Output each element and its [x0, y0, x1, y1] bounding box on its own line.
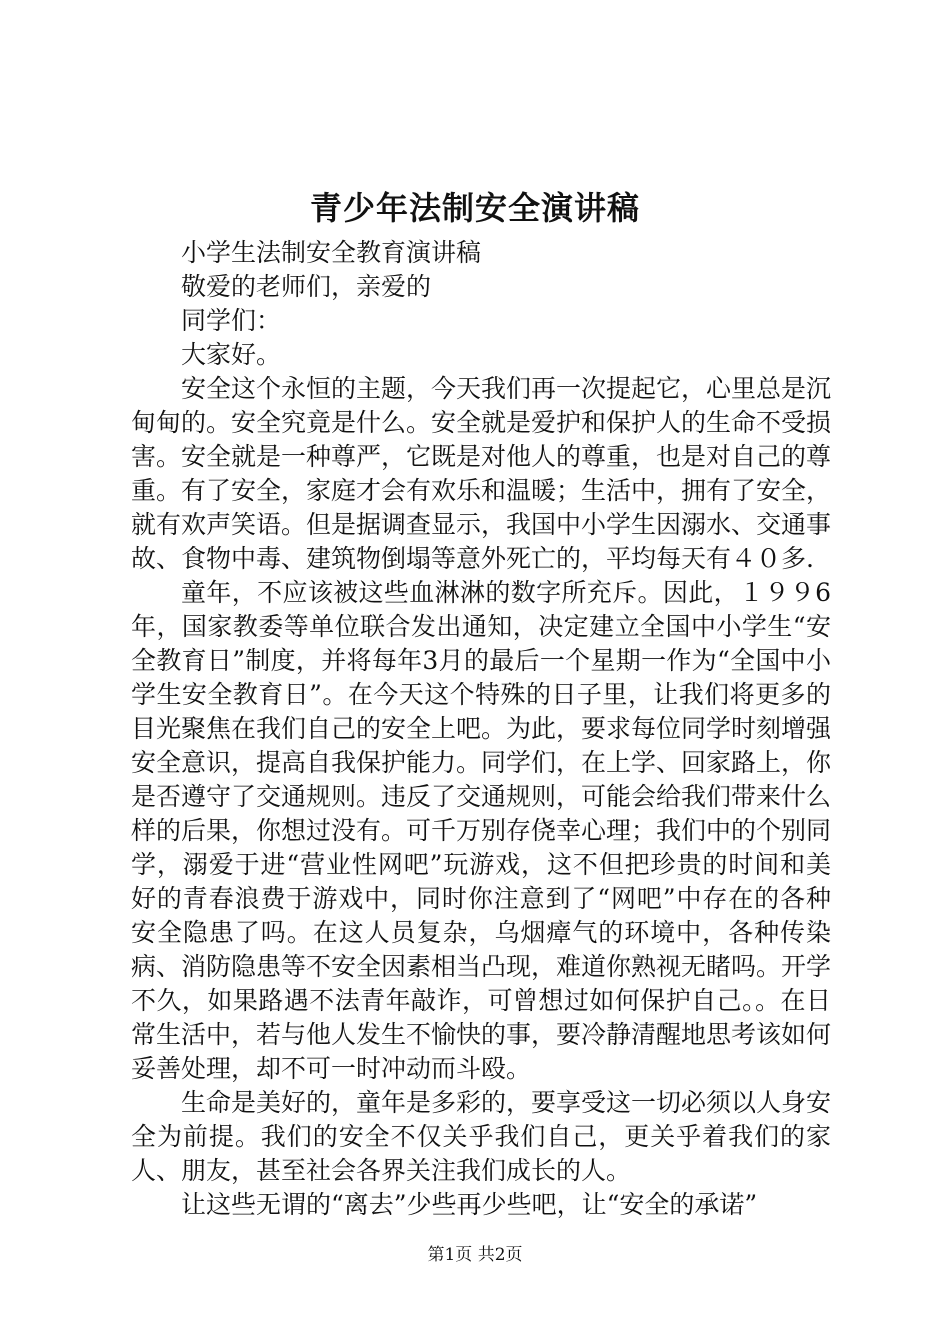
document-title: 青少年法制安全演讲稿 [309, 189, 640, 227]
page-number: 第1页 共2页 [427, 1245, 523, 1265]
paragraph-subtitle: 小学生法制安全教育演讲稿 [181, 238, 482, 267]
document-body [131, 236, 831, 1222]
paragraph-body-2: 童年，不应该被这些血淋淋的数字所充斥。因此，１９９6年，国家教委等单位联合发出通知，决定建立全国中小学生“安全教育日”制度，并将每年3月的最后一个星期一作为“全国中小学生安全教育日”。在今天这个特殊的日子里，让我们将更多的目光聚焦在我们自己的安全上吧。为此，要求每位同学时刻增强安全意识，提高自我保护能力。同学们，在上学、回家路上，你是否遵守了交通规则。违反了交通规则，可能会给我们带来什么样的后果，你想过没有。可千万别存侥幸心理；我们中的个别同学，溺爱于进“营业性网吧”玩游戏，这不但把珍贵的时间和美好的青春浪费于游戏中，同时你注意到了“网吧”中存在的各种安全隐患了吗。在这人员复杂，乌烟瘴气的环境中，各种传染病、消防隐患等不安全因素相当凸现，难道你熟视无睹吗。开学不久，如果路遇不法青年敲诈，可曾想过如何保护自己。。在日常生活中，若与他人发生不愉快的事，要冷静清醒地思考该如何妥善处理，却不可一时冲动而斗殴。 [131, 578, 832, 1083]
paragraph-body-1: 安全这个永恒的主题，今天我们再一次提起它，心里总是沉甸甸的。安全究竟是什么。安全就是爱护和保护人的生命不受损害。安全就是一种尊严，它既是对他人的尊重，也是对自己的尊重。有了安全，家庭才会有欢乐和温暖；生活中，拥有了安全，就有欢声笑语。但是据调查显示，我国中小学生因溺水、交通事故、食物中毒、建筑物倒塌等意外死亡的，平均每天有４０多. [131, 374, 832, 573]
paragraph-greeting-2: 同学们： [181, 306, 282, 335]
paragraph-body-3: 生命是美好的，童年是多彩的，要享受这一切必须以人身安全为前提。我们的安全不仅关乎我们自己，更关乎着我们的家人、朋友，甚至社会各界关注我们成长的人。 [131, 1088, 832, 1185]
paragraph-hello: 大家好。 [181, 340, 282, 369]
paragraph-body-4: 让这些无谓的“离去”少些再少些吧，让“安全的承诺” [181, 1190, 758, 1219]
paragraph-greeting-1: 敬爱的老师们，亲爱的 [181, 272, 432, 301]
